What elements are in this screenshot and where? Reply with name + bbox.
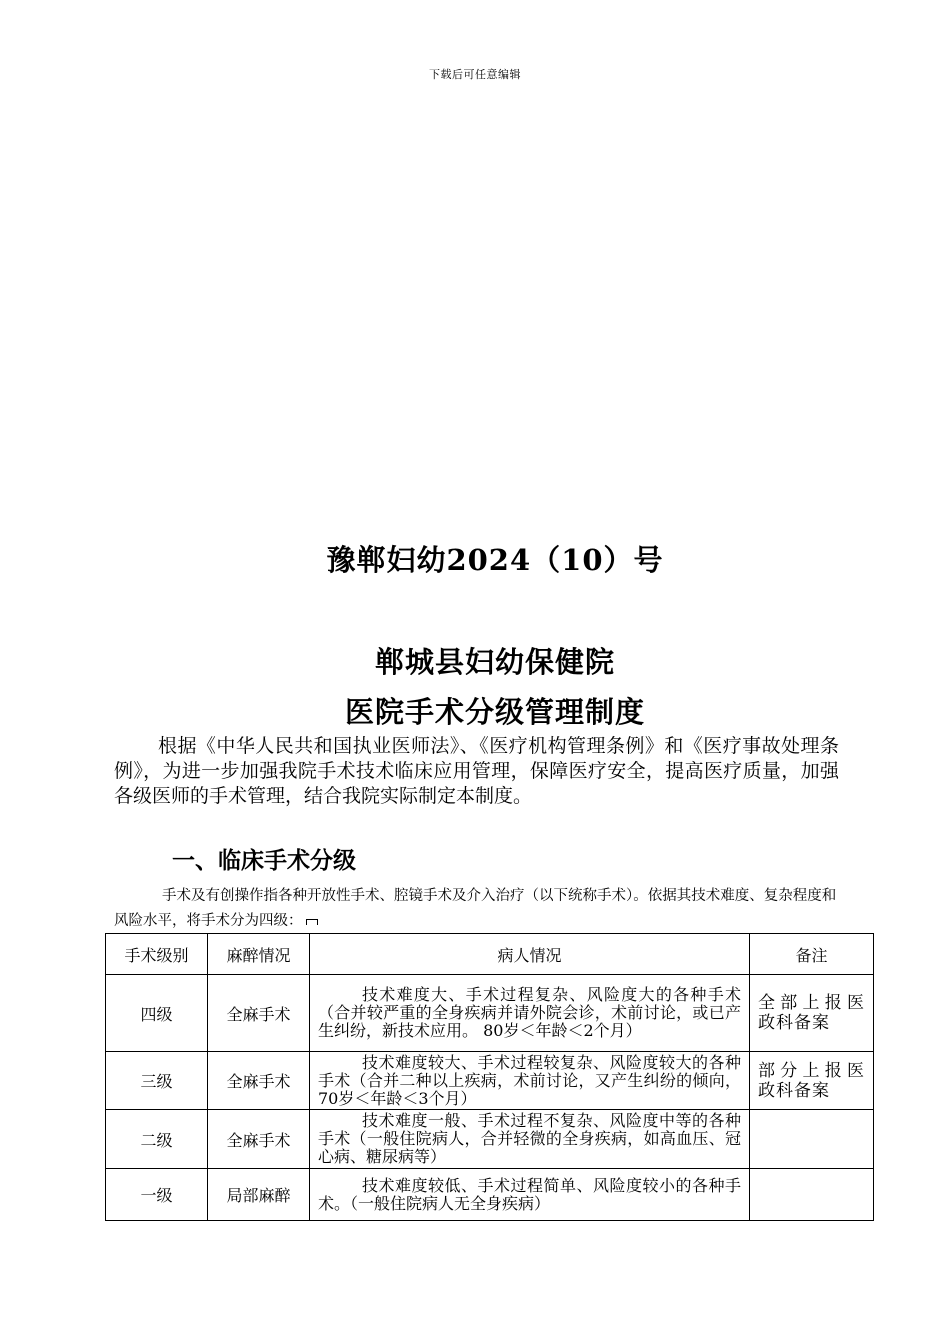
document-number: 豫郸妇幼2024（10）号 [326,543,664,577]
cell-note [750,1110,874,1169]
table-row [106,1169,874,1221]
cell-anesthesia: 全麻手术 [208,975,310,1052]
cell-level: 四级 [106,975,208,1052]
table-row [106,1052,874,1110]
cell-level: 三级 [106,1052,208,1110]
section-paragraph-text: 手术及有创操作指各种开放性手术、腔镜手术及介入治疗（以下统称手术）。依据其技术难度、复杂程度和风险水平，将手术分为四级： [114,888,837,929]
table-row [106,1110,874,1169]
cell-level: 二级 [106,1110,208,1169]
cell-anesthesia: 全麻手术 [208,1052,310,1110]
header-level: 手术级别 [106,934,208,975]
cell-note: 部分上报医政科备案 [750,1052,874,1110]
table-row [106,975,874,1052]
text-cursor-icon [306,919,318,925]
cell-note [750,1169,874,1221]
section-heading: 一、临床手术分级 [172,848,356,874]
cell-patient: 技术难度较低、手术过程简单、风险度较小的各种手术。（一般住院病人无全身疾病） [310,1169,750,1221]
header-anesthesia: 麻醉情况 [208,934,310,975]
header-note: 下载后可任意编辑 [429,68,521,81]
header-patient: 病人情况 [310,934,750,975]
table-header-row [106,934,874,975]
cell-anesthesia: 局部麻醉 [208,1169,310,1221]
cell-patient: 技术难度较大、手术过程较复杂、风险度较大的各种手术（合并二种以上疾病，术前讨论，又产生纠纷的倾向，70岁＜年龄＜3个月） [310,1052,750,1110]
section-paragraph [114,884,839,934]
cell-patient: 技术难度大、手术过程复杂、风险度大的各种手术（合并较严重的全身疾病并请外院会诊，术前讨论，或已产生纠纷，新技术应用。 80岁＜年龄＜2个月） [310,975,750,1052]
surgery-grade-table [105,933,874,1221]
cell-note: 全部上报医政科备案 [750,975,874,1052]
cell-anesthesia: 全麻手术 [208,1110,310,1169]
header-note: 备注 [750,934,874,975]
organization-name: 郸城县妇幼保健院 [374,645,615,679]
cell-level: 一级 [106,1169,208,1221]
cell-patient: 技术难度一般、手术过程不复杂、风险度中等的各种手术（一般住院病人，合并轻微的全身疾病，如高血压、冠心病、糖尿病等） [310,1110,750,1169]
document-title: 医院手术分级管理制度 [344,695,645,729]
intro-paragraph: 根据《中华人民共和国执业医师法》、《医疗机构管理条例》和《医疗事故处理条例》，为进一步加强我院手术技术临床应用管理，保障医疗安全，提高医疗质量，加强各级医师的手术管理，结合我院实际制定本制度。 [114,735,839,807]
